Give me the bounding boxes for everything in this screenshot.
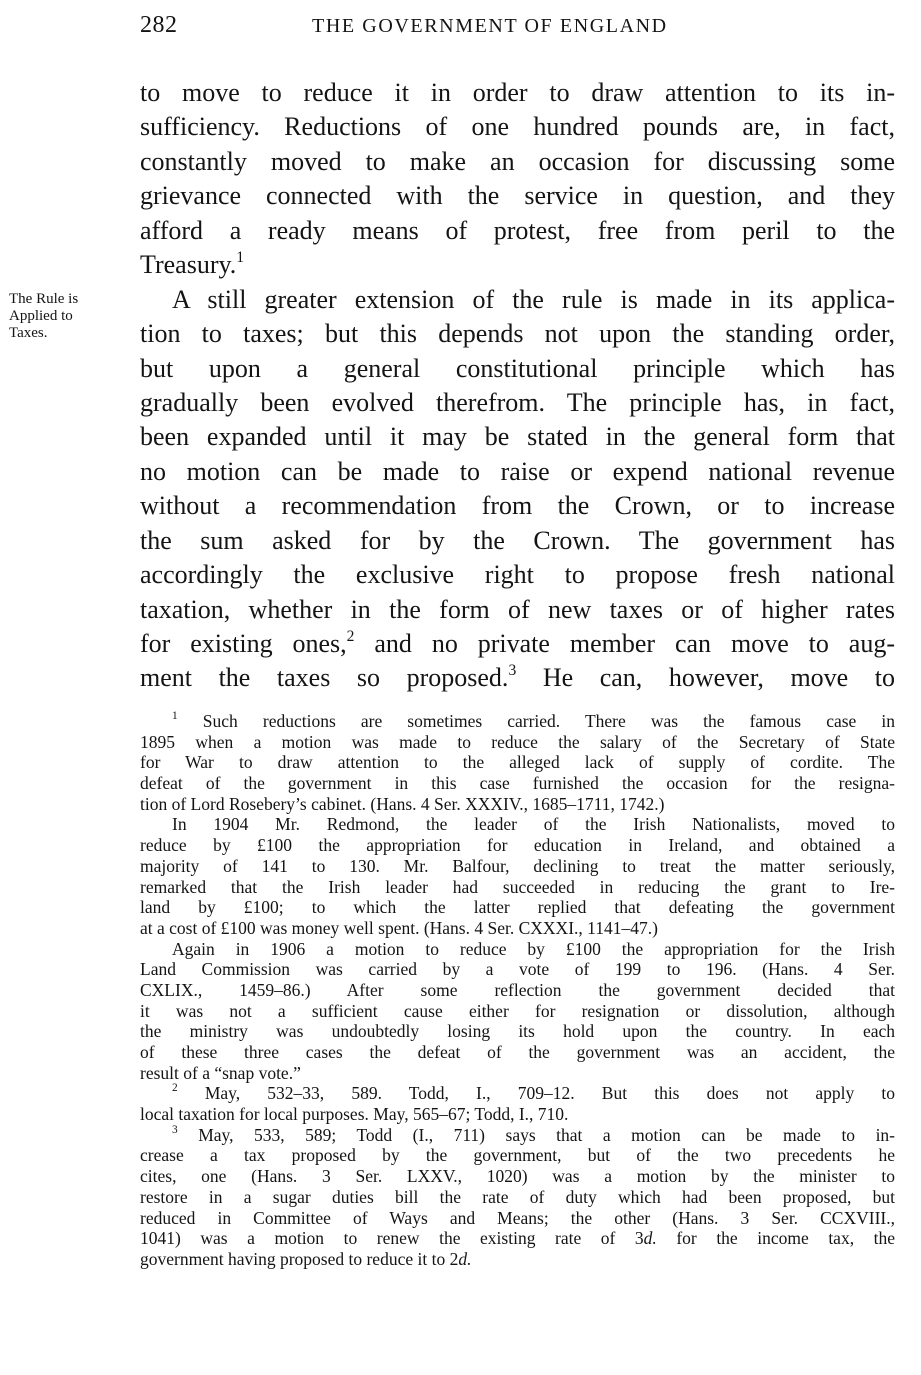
footnote-line [140, 711, 895, 732]
footnote-line: cites, one (Hans. 3 Ser. LXXV., 1020) was a motion by the minister to [140, 1166, 895, 1187]
text-line: without a recommendation from the Crown, or to increase [140, 491, 895, 521]
footnote-line: it was not a sufficient cause either for resignation or dissolution, although [140, 1000, 895, 1021]
footnote-line: crease a tax proposed by the government, but of the two precedents he [140, 1145, 895, 1166]
footnote-mark: 3 [172, 1123, 178, 1136]
text-line: been expanded until it may be stated in the general form that [140, 422, 895, 452]
footnote-line: result of a “snap vote.” [140, 1062, 301, 1083]
main-text [140, 76, 895, 696]
footnote-line: the ministry was undoubtedly losing its hold upon the country. In each [140, 1021, 895, 1042]
text-fragment: government having proposed to reduce it to 2 [140, 1248, 459, 1269]
text-fragment: ment the taxes so proposed. [140, 663, 509, 693]
text-fragment: Such reductions are sometimes carried. There was the famous case in [202, 711, 895, 731]
footnote-line: Land Commission was carried by a vote of 199 to 196. (Hans. 4 Ser. [140, 959, 895, 980]
footnote-line: of these three cases the defeat of the government was an accident, the [140, 1042, 895, 1062]
footnote-line [140, 1083, 895, 1104]
footnote-line: 1895 when a motion was made to reduce the salary of the Secretary of State [140, 731, 895, 752]
text-fragment: May, 532–33, 589. Todd, I., 709–12. But this does not apply to [204, 1083, 896, 1104]
footnote-line: defeat of the government in this case furnished the occasion for the resigna- [140, 773, 895, 794]
page-header [0, 12, 921, 44]
footnote-line: local taxation for local purposes. May, 565–67; Todd, I., 710. [140, 1104, 569, 1125]
footnotes [140, 711, 895, 1270]
text-line [140, 661, 895, 695]
text-line [140, 627, 895, 661]
text-line: the sum asked for by the Crown. The government has [140, 525, 895, 555]
footnote-line: CXLIX., 1459–86.) After some reflection the government decided that [140, 979, 895, 1000]
text-fragment: He can, however, move to [542, 663, 896, 693]
footnote-ref: 1 [236, 248, 245, 266]
text-fragment: and no private member can move to aug- [374, 629, 895, 658]
footnote-line: restore in a sugar duties bill the rate of duty which had been proposed, but [140, 1186, 895, 1207]
footnote-line: majority of 141 to 130. Mr. Balfour, declining to treat the matter seriously, [140, 855, 895, 876]
italic-fragment: d. [458, 1248, 472, 1269]
text-fragment: for the income tax, the [676, 1228, 896, 1249]
text-line: gradually been evolved therefrom. The principle has, in fact, [140, 387, 895, 417]
footnote-line [140, 1249, 895, 1270]
footnote-line: reduced in Committee of Ways and Means; the other (Hans. 3 Ser. CCXVIII., [140, 1207, 895, 1228]
text-fragment: for existing ones, [140, 629, 347, 658]
footnote-line: tion of Lord Rosebery’s cabinet. (Hans. 4 Ser. XXXIV., 1685–1711, 1742.) [140, 793, 665, 814]
text-line: accordingly the exclusive right to propose fresh national [140, 560, 895, 590]
footnote-line: reduce by £100 the appropriation for education in Ireland, and obtained a [140, 835, 895, 856]
text-fragment: May, 533, 589; Todd (I., 711) says that a motion can be made to in- [198, 1124, 896, 1145]
text-line [140, 283, 895, 317]
page-number: 282 [140, 12, 178, 38]
text-line: taxation, whether in the form of new taxes or of higher rates [140, 594, 895, 624]
margin-note-line: Taxes. [9, 325, 48, 341]
footnote-line: land by £100; to which the latter replied that defeating the government [140, 897, 895, 918]
margin-note [9, 291, 129, 342]
text-line [140, 248, 895, 282]
text-fragment: 1041) was a motion to renew the existing rate of 3 [140, 1228, 644, 1249]
text-fragment: Treasury. [140, 250, 237, 280]
footnote-mark: 1 [172, 710, 178, 723]
footnote-ref: 3 [508, 662, 517, 680]
text-line: afford a ready means of protest, free from peril to the [140, 215, 895, 245]
margin-note-line: The Rule is [9, 291, 79, 307]
footnote-line [140, 1228, 895, 1249]
text-line: but upon a general constitutional principle which has [140, 353, 895, 383]
italic-fragment: d. [643, 1228, 657, 1249]
footnote-line: at a cost of £100 was money well spent. (Hans. 4 Ser. CXXXI., 1141–47.) [140, 917, 658, 938]
text-fragment: A still greater extension of the rule is made in its applica- [172, 284, 895, 314]
footnote-line: remarked that the Irish leader had succeeded in reducing the grant to Ire- [140, 876, 895, 897]
footnote-line: Again in 1906 a motion to reduce by £100 the appropriation for the Irish [172, 938, 895, 959]
footnote-mark: 2 [172, 1082, 178, 1095]
text-line: to move to reduce it in order to draw attention to its in- [140, 78, 895, 107]
text-line: sufficiency. Reductions of one hundred pounds are, in fact, [140, 112, 895, 142]
text-line: tion to taxes; but this depends not upon the standing order, [140, 319, 895, 349]
footnote-line [140, 1125, 895, 1146]
text-line: grievance connected with the service in question, and they [140, 181, 895, 211]
running-head: THE GOVERNMENT OF ENGLAND [312, 15, 668, 37]
text-line: constantly moved to make an occasion for discussing some [140, 146, 895, 176]
footnote-line: for War to draw attention to the alleged lack of supply of cordite. The [140, 752, 895, 773]
footnote-ref: 2 [346, 627, 355, 645]
text-line: no motion can be made to raise or expend national revenue [140, 456, 895, 486]
margin-note-line: Applied to [9, 308, 73, 324]
footnote-line: In 1904 Mr. Redmond, the leader of the Irish Nationalists, moved to [172, 814, 895, 835]
